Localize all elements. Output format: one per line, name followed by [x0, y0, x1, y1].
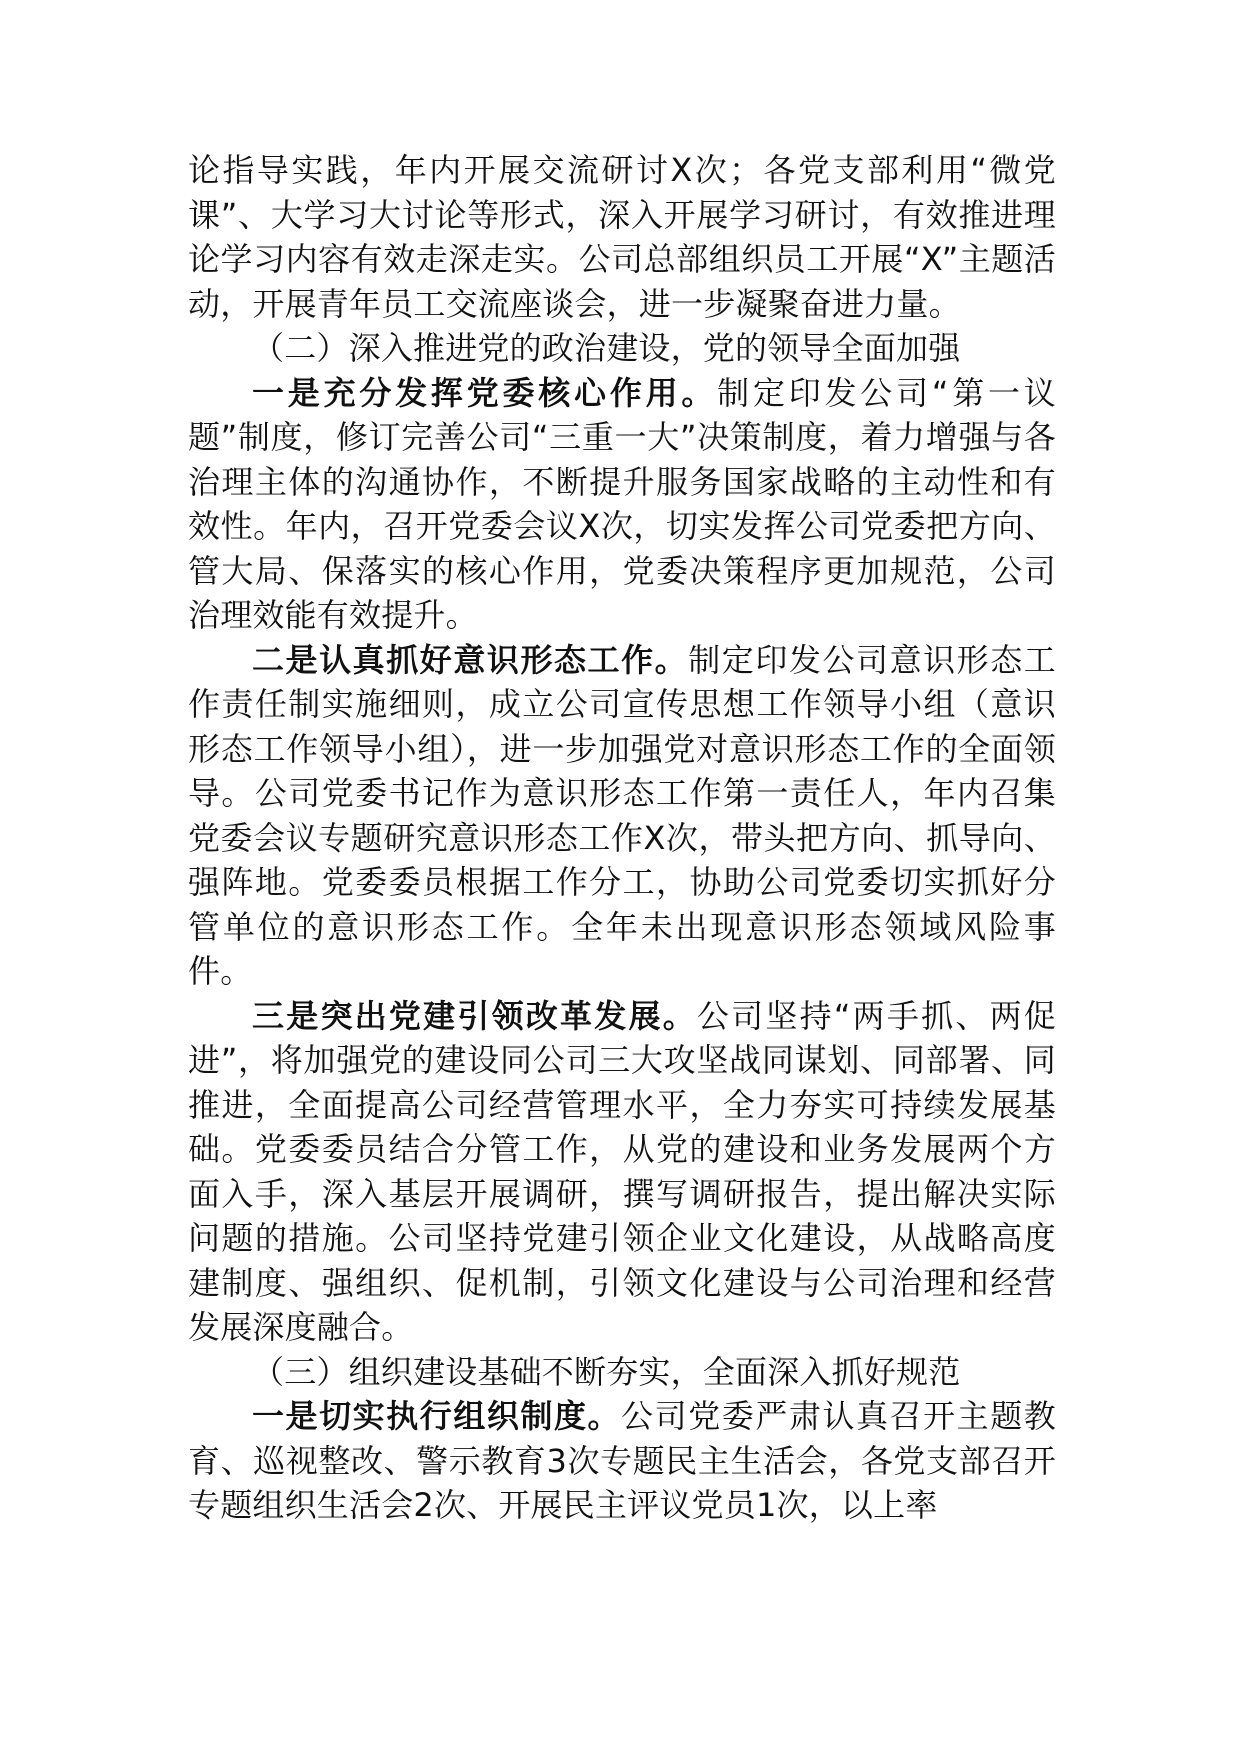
- section-heading-3: [188, 1350, 1056, 1395]
- heading-text: （二）深入推进党的政治建设，党的领导全面加强: [252, 329, 961, 367]
- document-body: [188, 148, 1056, 1528]
- heading-text: （三）组织建设基础不断夯实，全面深入抓好规范: [252, 1352, 961, 1391]
- paragraph-lead: 二是认真抓好意识形态工作。: [252, 640, 689, 679]
- paragraph-text: 论指导实践，年内开展交流研讨X次；各党支部利用“微党课”、大学习大讨论等形式，深入开展学习研讨，有效推进理论学习内容有效走深走实。公司总部组织员工开展“X”主题活动，开展青年员工交流座谈会，进一步凝聚奋进力量。: [188, 151, 1056, 323]
- paragraph-text: 制定印发公司意识形态工作责任制实施细则，成立公司宣传思想工作领导小组（意识形态工作领导小组），进一步加强党对意识形态工作的全面领导。公司党委书记作为意识形态工作第一责任人，年内召集党委会议专题研究意识形态工作X次，带头把方向、抓导向、强阵地。党委委员根据工作分工，协助公司党委切实抓好分管单位的意识形态工作。全年未出现意识形态领域风险事件。: [188, 640, 1056, 990]
- section-heading-2: [188, 326, 1056, 371]
- paragraph-item-reform: [188, 994, 1056, 1350]
- paragraph-text: 制定印发公司“第一议题”制度，修订完善公司“三重一大”决策制度，着力增强与各治理主体的沟通协作，不断提升服务国家战略的主动性和有效性。年内，召开党委会议X次，切实发挥公司党委把方向、管大局、保落实的核心作用，党委决策程序更加规范，公司治理效能有效提升。: [188, 373, 1056, 634]
- paragraph-text: 公司党委严肃认真召开主题教育、巡视整改、警示教育3次专题民主生活会，各党支部召开专题组织生活会2次、开展民主评议党员1次，以上率: [188, 1397, 1056, 1524]
- paragraph-item-organization: [188, 1394, 1056, 1528]
- paragraph-item-ideology: [188, 638, 1056, 994]
- paragraph-item-core-role: [188, 371, 1056, 638]
- paragraph-lead: 三是突出党建引领改革发展。: [252, 996, 697, 1035]
- paragraph-lead: 一是切实执行组织制度。: [252, 1397, 622, 1435]
- paragraph-lead: 一是充分发挥党委核心作用。: [252, 373, 718, 412]
- paragraph-continuation: [188, 148, 1056, 326]
- paragraph-text: 公司坚持“两手抓、两促进”，将加强党的建设同公司三大攻坚战同谋划、同部署、同推进，全面提高公司经营管理水平，全力夯实可持续发展基础。党委委员结合分管工作，从党的建设和业务发展两个方面入手，深入基层开展调研，撰写调研报告，提出解决实际问题的措施。公司坚持党建引领企业文化建设，从战略高度建制度、强组织、促机制，引领文化建设与公司治理和经营发展深度融合。: [188, 996, 1056, 1346]
